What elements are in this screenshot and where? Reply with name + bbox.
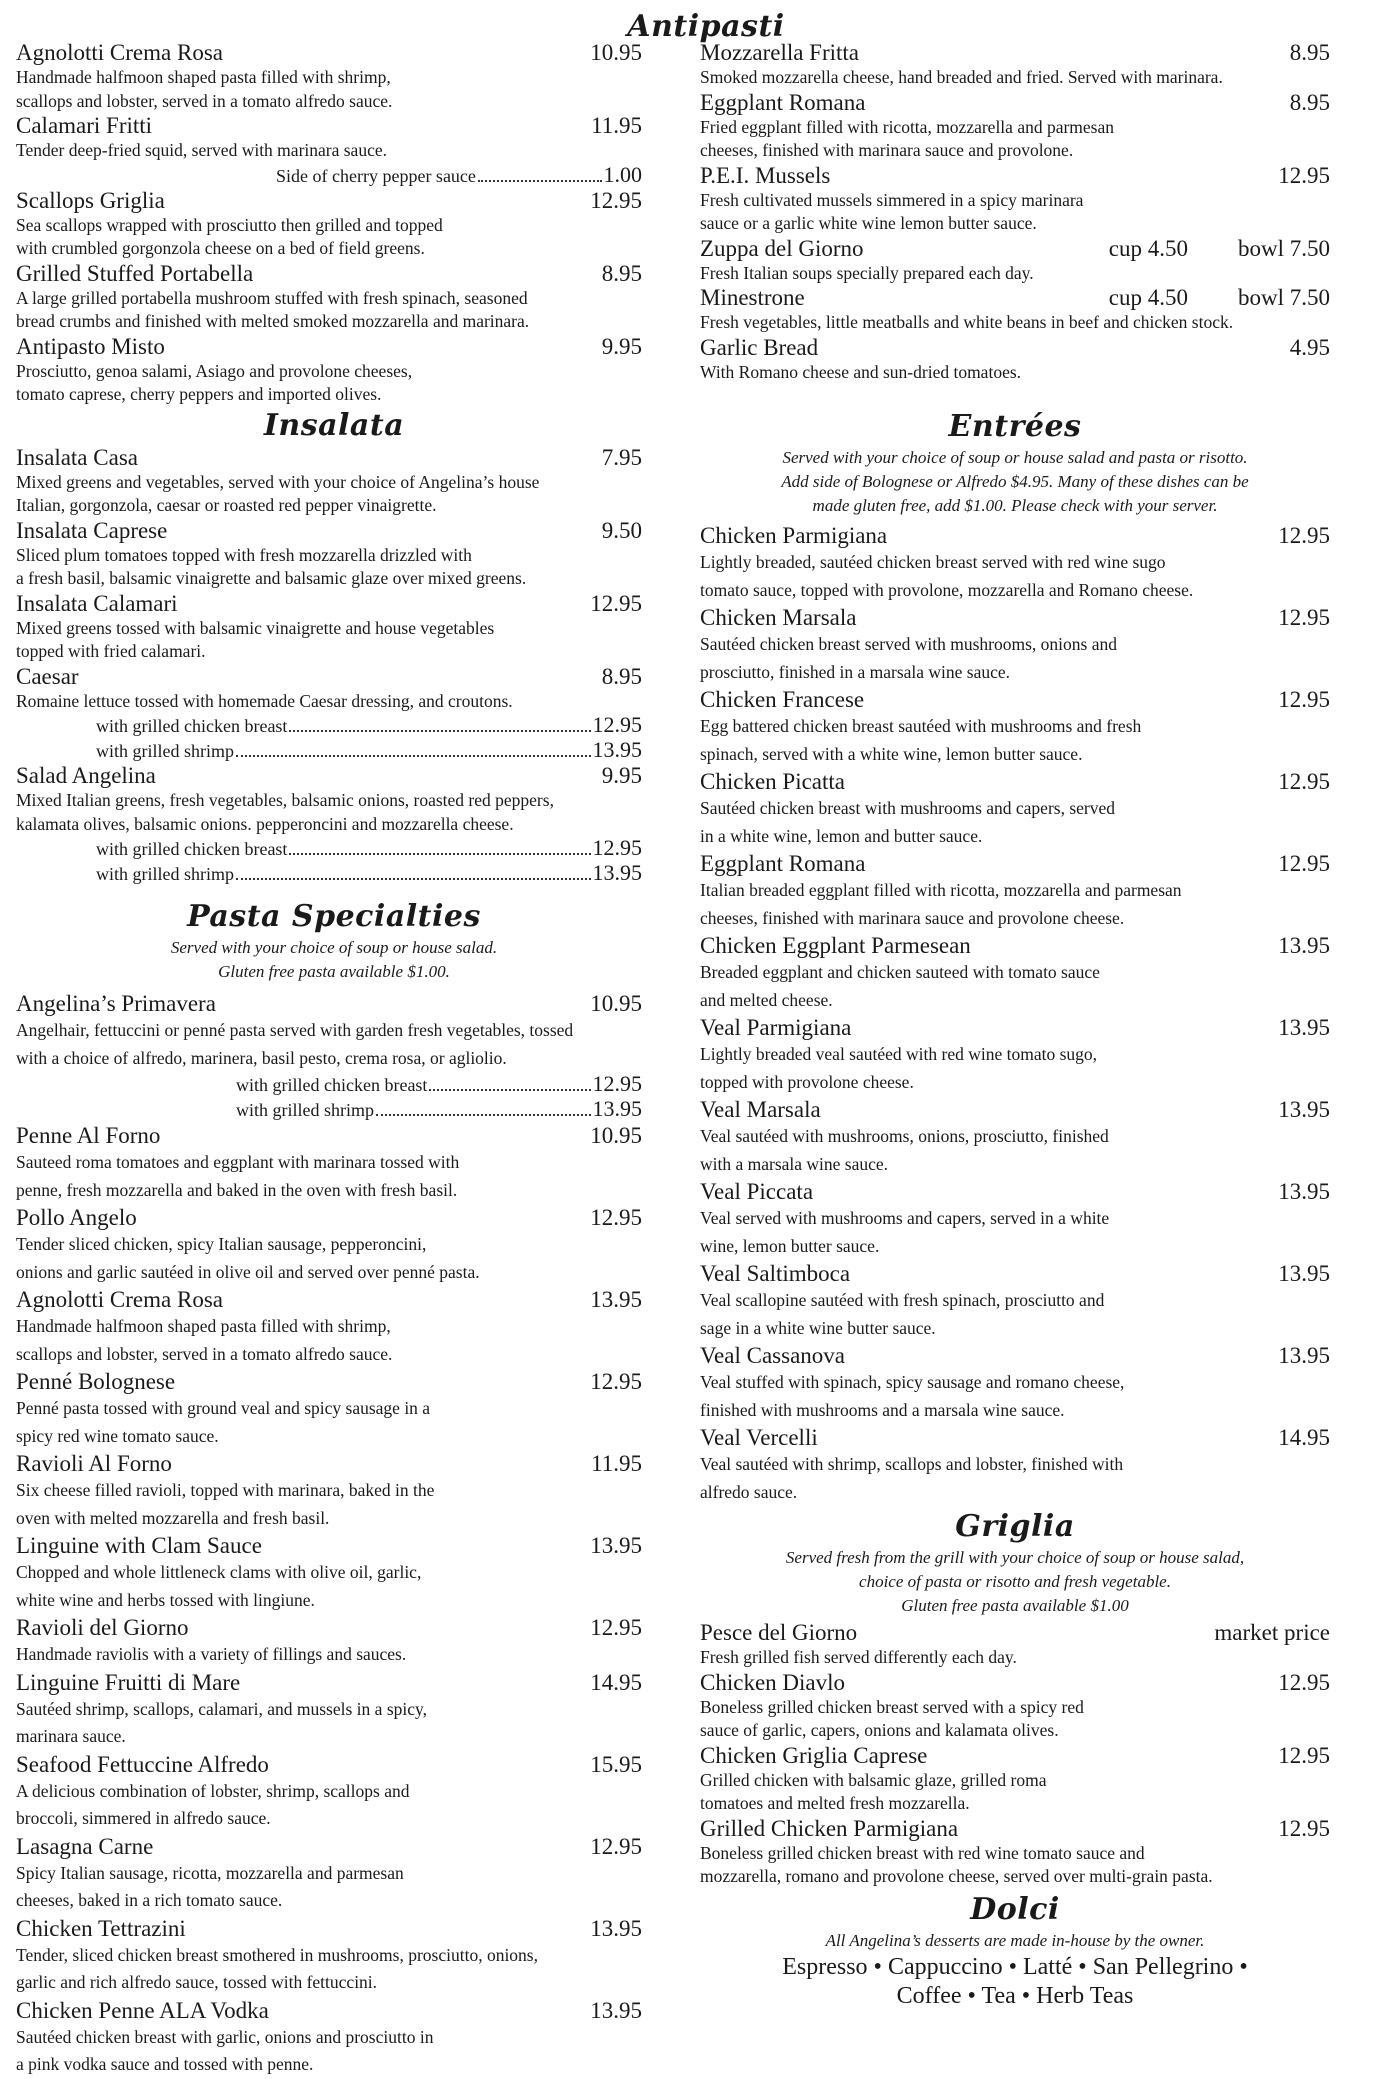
item-name: Chicken Penne ALA Vodka: [16, 1997, 269, 2023]
item-header: [16, 1286, 652, 1313]
item-name: Ravioli del Giorno: [16, 1615, 189, 1640]
item-name: Caesar: [16, 663, 79, 689]
item-name: Garlic Bread: [700, 334, 819, 360]
item-price: 12.95: [590, 1369, 642, 1394]
addon-label: with grilled shrimp: [96, 864, 234, 884]
item-name: Veal Marsala: [700, 1097, 821, 1122]
section-note-dolci: All Angelina’s desserts are made in-house by the owner.: [825, 1930, 1205, 1950]
item-price: 13.95: [1278, 933, 1330, 958]
item-name: Ravioli Al Forno: [16, 1451, 172, 1476]
leader-dots: [478, 180, 602, 182]
item-header: [700, 1743, 1330, 1769]
item-description: Fried eggplant filled with ricotta, mozzarella and parmesan cheeses, finished with marinara sauce and provolone.: [700, 116, 1115, 160]
item-price: 12.95: [590, 590, 642, 616]
menu-item: [16, 1204, 652, 1286]
item-price: 13.95: [590, 1997, 642, 2023]
item-name: Antipasto Misto: [16, 333, 165, 359]
item-header: [16, 664, 652, 690]
addon-price: 12.95: [592, 1071, 642, 1096]
menu-item: [700, 1178, 1330, 1260]
item-price: 13.95: [1278, 1343, 1330, 1368]
section-note-entrees: Served with your choice of soup or house salad and pasta or risotto. Add side of Bolognese or Alfredo $4.95. Many of these dishes can be made gluten free, add $1.00. Please check with your server.: [781, 448, 1249, 515]
menu-item: [16, 1915, 652, 1997]
item-price: 8.95: [1289, 40, 1330, 65]
item-header: [16, 188, 652, 214]
item-header: [16, 990, 652, 1017]
drinks-line: Coffee • Tea • Herb Teas: [896, 1982, 1134, 2009]
item-name: Angelina’s Primavera: [16, 991, 216, 1016]
item-price: 13.95: [590, 1915, 642, 1941]
item-name: Scallops Griglia: [16, 187, 165, 213]
addon-row: [16, 163, 652, 188]
item-price: 12.95: [1278, 523, 1330, 548]
addon-label: with grilled shrimp: [96, 741, 234, 761]
addon-row: [16, 713, 652, 738]
item-price: 14.95: [1278, 1425, 1330, 1450]
menu-item: [700, 1260, 1330, 1342]
item-name: Veal Piccata: [700, 1179, 814, 1204]
item-name: Penne Al Forno: [16, 1123, 161, 1148]
item-header: [16, 445, 652, 471]
item-header: [700, 335, 1330, 361]
section-note-pasta: Served with your choice of soup or house salad. Gluten free pasta available $1.00.: [170, 938, 498, 981]
item-price: 8.95: [601, 663, 642, 689]
item-description: Fresh Italian soups specially prepared each day.: [700, 262, 1034, 283]
menu-item: [16, 1368, 652, 1450]
menu-item: [16, 188, 652, 261]
addon-label: Side of cherry pepper sauce: [276, 165, 476, 186]
item-header: [16, 1204, 652, 1231]
item-header: [700, 285, 1330, 311]
entrees-list: [700, 522, 1330, 1506]
menu-item: [16, 518, 652, 591]
section-title-pasta: Pasta Specialties: [187, 899, 481, 934]
item-name: Veal Saltimboca: [700, 1261, 851, 1286]
item-price: 11.95: [591, 1451, 642, 1476]
leader-dots: [289, 730, 590, 732]
item-header: [700, 40, 1330, 66]
item-name: Minestrone: [700, 285, 805, 310]
item-price: 13.95: [1278, 1097, 1330, 1122]
item-description: Chopped and whole littleneck clams with olive oil, garlic, white wine and herbs tossed with lingiune.: [16, 1562, 422, 1610]
item-description: Lightly breaded veal sautéed with red wine tomato sugo, topped with provolone cheese.: [700, 1044, 1098, 1092]
item-description: Smoked mozzarella cheese, hand breaded and fried. Served with marinara.: [700, 67, 1223, 87]
item-description: Sautéed chicken breast with garlic, onions and prosciutto in a pink vodka sauce and tossed with penne.: [16, 2026, 434, 2074]
menu-item: [700, 335, 1330, 385]
item-description: Fresh vegetables, little meatballs and white beans in beef and chicken stock.: [700, 312, 1234, 332]
item-name: Lasagna Carne: [16, 1833, 154, 1859]
item-name: Eggplant Romana: [700, 851, 866, 876]
item-header: [16, 1368, 652, 1395]
item-name: P.E.I. Mussels: [700, 162, 831, 188]
menu-item: [16, 261, 652, 334]
item-price: 13.95: [1278, 1261, 1330, 1286]
item-name: Mozzarella Fritta: [700, 40, 860, 65]
item-header: [16, 261, 652, 287]
item-price: 13.95: [590, 1287, 642, 1312]
item-name: Agnolotti Crema Rosa: [16, 1287, 223, 1312]
item-price: 12.95: [590, 187, 642, 213]
menu-item: [700, 768, 1330, 850]
item-header: [700, 1620, 1330, 1646]
item-description: Spicy Italian sausage, ricotta, mozzarella and parmesan cheeses, baked in a rich tomato sauce.: [16, 1862, 404, 1910]
item-price: 12.95: [1278, 1815, 1330, 1841]
item-description: Veal sautéed with mushrooms, onions, prosciutto, finished with a marsala wine sauce.: [700, 1126, 1109, 1174]
menu-item: [16, 1286, 652, 1368]
item-price: 12.95: [1278, 1669, 1330, 1695]
item-header: [16, 1669, 652, 1696]
addon-price: 12.95: [592, 712, 642, 737]
menu-item: [700, 604, 1330, 686]
item-price: 10.95: [590, 991, 642, 1016]
menu-item: [16, 1450, 652, 1532]
menu-item: [16, 763, 652, 886]
item-description: Mixed Italian greens, fresh vegetables, balsamic onions, roasted red peppers, kalamata olives, balsamic onions. pepperoncini and mozzarella cheese.: [16, 790, 554, 834]
menu-item: [700, 1816, 1330, 1889]
soup-prices: [1109, 285, 1330, 311]
item-price: 7.95: [601, 444, 642, 470]
item-name: Chicken Diavlo: [700, 1669, 845, 1695]
addon-row: [16, 836, 652, 861]
item-price: 8.95: [601, 260, 642, 286]
item-header: [700, 932, 1330, 959]
item-price: 12.95: [1278, 687, 1330, 712]
leader-dots: [236, 878, 591, 880]
addon-price: 13.95: [592, 860, 642, 885]
addon-price: 1.00: [603, 161, 642, 187]
soup-prices: [1109, 236, 1330, 262]
item-description: Sautéed chicken breast served with mushrooms, onions and prosciutto, finished in a marsala wine sauce.: [700, 634, 1117, 682]
item-description: Sauteed roma tomatoes and eggplant with marinara tossed with penne, fresh mozzarella and baked in the oven with fresh basil.: [16, 1152, 460, 1200]
menu-item: [700, 1670, 1330, 1743]
item-price: 12.95: [1278, 162, 1330, 188]
item-description: Prosciutto, genoa salami, Asiago and provolone cheeses, tomato caprese, cherry peppers and imported olives.: [16, 360, 413, 404]
addon-label: with grilled chicken breast: [96, 716, 288, 736]
item-header: [16, 1833, 652, 1860]
item-header: [16, 591, 652, 617]
item-header: [16, 518, 652, 544]
menu-item: [700, 1620, 1330, 1670]
item-price: 15.95: [590, 1751, 642, 1777]
menu-item: [16, 1669, 652, 1751]
item-header: [700, 1342, 1330, 1369]
addon-row: [16, 1097, 652, 1122]
section-title-insalata: Insalata: [263, 407, 405, 443]
griglia-list: [700, 1620, 1330, 1889]
item-name: Agnolotti Crema Rosa: [16, 40, 223, 65]
item-price: 9.95: [601, 763, 642, 788]
menu-item: [700, 1096, 1330, 1178]
menu-item: [16, 591, 652, 664]
addon-price: 12.95: [592, 835, 642, 860]
item-name: Veal Cassanova: [700, 1343, 845, 1368]
item-name: Veal Parmigiana: [700, 1015, 852, 1040]
item-price: 13.95: [1278, 1179, 1330, 1204]
item-description: Fresh cultivated mussels simmered in a spicy marinara sauce or a garlic white wine lemon butter sauce.: [700, 189, 1084, 233]
cup-price: cup 4.50: [1108, 285, 1188, 310]
item-name: Chicken Marsala: [700, 605, 857, 630]
item-name: Grilled Chicken Parmigiana: [700, 1815, 959, 1841]
item-name: Seafood Fettuccine Alfredo: [16, 1751, 269, 1777]
leader-dots: [236, 755, 591, 757]
menu-item: [700, 686, 1330, 768]
item-price: 12.95: [590, 1833, 642, 1859]
section-note-griglia: Served fresh from the grill with your choice of soup or house salad, choice of pasta or risotto and fresh vegetable. Gluten free pasta available $1.00: [785, 1548, 1245, 1615]
addon-price: 13.95: [592, 737, 642, 762]
item-header: [16, 1997, 652, 2024]
item-description: Angelhair, fettuccini or penné pasta served with garden fresh vegetables, tossed with a choice of alfredo, marinera, basil pesto, crema rosa, or agliolio.: [16, 1020, 574, 1068]
item-header: [16, 334, 652, 360]
addon-row: [16, 1072, 652, 1097]
item-price: 14.95: [590, 1669, 642, 1695]
item-header: [700, 604, 1330, 631]
item-price: 8.95: [1289, 89, 1330, 115]
item-header: [16, 1450, 652, 1477]
item-price: 12.95: [1278, 1742, 1330, 1768]
menu-item: [16, 1833, 652, 1915]
item-description: Lightly breaded, sautéed chicken breast served with red wine sugo tomato sauce, topped with provolone, mozzarella and Romano cheese.: [700, 552, 1194, 600]
item-description: Tender deep-fried squid, served with marinara sauce.: [16, 140, 387, 160]
item-price: 13.95: [590, 1533, 642, 1558]
item-name: Insalata Caprese: [16, 517, 168, 543]
item-header: [700, 1014, 1330, 1041]
item-description: Penné pasta tossed with ground veal and spicy sausage in a spicy red wine tomato sauce.: [16, 1398, 431, 1446]
item-name: Zuppa del Giorno: [700, 235, 864, 261]
item-header: [700, 1178, 1330, 1205]
menu-item: [16, 40, 652, 113]
item-name: Chicken Picatta: [700, 769, 845, 794]
item-header: [16, 1751, 652, 1778]
item-name: Insalata Calamari: [16, 590, 178, 616]
item-price: 9.95: [601, 333, 642, 359]
item-description: Boneless grilled chicken breast with red wine tomato sauce and mozzarella, romano and provolone cheese, served over multi-grain pasta.: [700, 1842, 1213, 1886]
item-description: Boneless grilled chicken breast served with a spicy red sauce of garlic, capers, onions and kalamata olives.: [700, 1696, 1084, 1740]
menu-item: [16, 1997, 652, 2079]
item-description: A delicious combination of lobster, shrimp, scallops and broccoli, simmered in alfredo sauce.: [16, 1780, 410, 1828]
item-header: [700, 1260, 1330, 1287]
section-title-entrees: Entrées: [948, 409, 1082, 444]
section-title-dolci: Dolci: [970, 1891, 1060, 1927]
item-description: Handmade halfmoon shaped pasta filled with shrimp, scallops and lobster, served in a tomato alfredo sauce.: [16, 1316, 393, 1364]
item-description: Sea scallops wrapped with prosciutto then grilled and topped with crumbled gorgonzola cheese on a bed of field greens.: [16, 214, 443, 258]
menu-item: [700, 1014, 1330, 1096]
item-name: Pollo Angelo: [16, 1205, 137, 1230]
item-header: [700, 1096, 1330, 1123]
item-price: 10.95: [590, 1123, 642, 1148]
item-header: [700, 1424, 1330, 1451]
item-name: Calamari Fritti: [16, 113, 153, 138]
item-price: 12.95: [1278, 851, 1330, 876]
addon-row: [16, 861, 652, 886]
item-description: Fresh grilled fish served differently each day.: [700, 1647, 1017, 1667]
item-header: [16, 1614, 652, 1641]
menu-item: [16, 1122, 652, 1204]
addon-label: with grilled chicken breast: [96, 839, 288, 859]
menu-item: [700, 1424, 1330, 1506]
item-description: Egg battered chicken breast sautéed with mushrooms and fresh spinach, served with a white wine, lemon butter sauce.: [700, 716, 1142, 764]
item-price: market price: [1214, 1620, 1330, 1645]
item-price: 12.95: [1278, 605, 1330, 630]
item-description: Handmade raviolis with a variety of fillings and sauces.: [16, 1644, 407, 1664]
leader-dots: [376, 1114, 591, 1116]
item-header: [700, 163, 1330, 189]
item-price: 12.95: [590, 1205, 642, 1230]
item-header: [700, 686, 1330, 713]
item-price: 12.95: [1278, 769, 1330, 794]
addon-price: 13.95: [592, 1096, 642, 1121]
item-name: Eggplant Romana: [700, 89, 866, 115]
menu-item: [16, 1614, 652, 1669]
section-title-antipasti: Antipasti: [627, 9, 785, 44]
cup-price: cup 4.50: [1108, 235, 1188, 261]
item-description: Veal served with mushrooms and capers, served in a white wine, lemon butter sauce.: [700, 1208, 1110, 1256]
item-name: Penné Bolognese: [16, 1369, 176, 1394]
menu-item: [700, 285, 1330, 335]
item-header: [16, 763, 652, 789]
item-name: Grilled Stuffed Portabella: [16, 260, 254, 286]
item-header: [700, 236, 1330, 262]
item-description: Sautéed chicken breast with mushrooms and capers, served in a white wine, lemon and butter sauce.: [700, 798, 1116, 846]
item-header: [700, 1670, 1330, 1696]
menu-item: [700, 850, 1330, 932]
item-price: 13.95: [1278, 1015, 1330, 1040]
item-price: 4.95: [1289, 334, 1330, 360]
menu-item: [700, 236, 1330, 286]
item-description: A large grilled portabella mushroom stuffed with fresh spinach, seasoned bread crumbs and finished with melted smoked mozzarella and marinara.: [16, 287, 530, 331]
item-description: Veal sautéed with shrimp, scallops and lobster, finished with alfredo sauce.: [700, 1454, 1124, 1502]
menu-item: [700, 40, 1330, 90]
antipasti-right-list: [700, 0, 1330, 384]
item-name: Insalata Casa: [16, 444, 138, 470]
item-description: Sliced plum tomatoes topped with fresh mozzarella drizzled with a fresh basil, balsamic vinaigrette and balsamic glaze over mixed greens.: [16, 544, 527, 588]
item-description: Grilled chicken with balsamic glaze, grilled roma tomatoes and melted fresh mozzarella.: [700, 1769, 1047, 1813]
item-header: [700, 1816, 1330, 1842]
item-price: 10.95: [590, 40, 642, 65]
antipasti-left-list: [16, 0, 652, 407]
item-header: [700, 90, 1330, 116]
item-header: [16, 1915, 652, 1942]
item-name: Veal Vercelli: [700, 1425, 818, 1450]
menu-item: [16, 1532, 652, 1614]
item-name: Linguine Fruitti di Mare: [16, 1669, 241, 1695]
menu-item: [700, 90, 1330, 163]
menu-item: [700, 163, 1330, 236]
item-header: [16, 1122, 652, 1149]
leader-dots: [289, 853, 590, 855]
item-description: Veal stuffed with spinach, spicy sausage and romano cheese, finished with mushrooms and a marsala wine sauce.: [700, 1372, 1125, 1420]
menu-item: [700, 1342, 1330, 1424]
item-description: Tender, sliced chicken breast smothered in mushrooms, prosciutto, onions, garlic and rich alfredo sauce, tossed with fettuccini.: [16, 1944, 538, 1992]
item-header: [16, 113, 652, 139]
addon-label: with grilled shrimp: [236, 1100, 374, 1120]
menu-item: [700, 932, 1330, 1014]
menu-item: [16, 445, 652, 518]
item-header: [16, 40, 652, 66]
bowl-price: bowl 7.50: [1238, 235, 1330, 261]
item-price: 12.95: [590, 1615, 642, 1640]
item-name: Chicken Francese: [700, 687, 865, 712]
item-description: Six cheese filled ravioli, topped with marinara, baked in the oven with melted mozzarella and fresh basil.: [16, 1480, 435, 1528]
item-description: Breaded eggplant and chicken sauteed with tomato sauce and melted cheese.: [700, 962, 1100, 1010]
item-description: Mixed greens tossed with balsamic vinaigrette and house vegetables topped with fried calamari.: [16, 617, 495, 661]
item-header: [700, 768, 1330, 795]
item-name: Chicken Eggplant Parmesean: [700, 933, 971, 958]
item-price: 9.50: [601, 517, 642, 543]
menu-item: [16, 334, 652, 407]
item-name: Pesce del Giorno: [700, 1620, 858, 1645]
item-description: Veal scallopine sautéed with fresh spinach, prosciutto and sage in a white wine butter sauce.: [700, 1290, 1105, 1338]
menu-item: [16, 113, 652, 188]
item-name: Chicken Griglia Caprese: [700, 1742, 928, 1768]
section-title-griglia: Griglia: [955, 1509, 1075, 1544]
drinks-line: Espresso • Cappuccino • Latté • San Pellegrino •: [782, 1953, 1248, 1980]
item-name: Chicken Tettrazini: [16, 1915, 186, 1941]
item-description: Romaine lettuce tossed with homemade Caesar dressing, and croutons.: [16, 690, 513, 711]
right-column: [700, 0, 1330, 2011]
leader-dots: [429, 1089, 590, 1091]
item-header: [700, 850, 1330, 877]
item-description: With Romano cheese and sun-dried tomatoes.: [700, 361, 1022, 382]
menu-item: [16, 1751, 652, 1833]
menu-item: [16, 664, 652, 764]
menu-item: [16, 990, 652, 1122]
item-header: [700, 522, 1330, 549]
item-header: [16, 1532, 652, 1559]
addon-row: [16, 738, 652, 763]
item-name: Salad Angelina: [16, 763, 156, 788]
menu-item: [700, 1743, 1330, 1816]
pasta-list: [16, 990, 652, 2079]
item-description: Tender sliced chicken, spicy Italian sausage, pepperoncini, onions and garlic sautéed in olive oil and served over penné pasta.: [16, 1234, 480, 1282]
menu-item: [700, 522, 1330, 604]
item-name: Linguine with Clam Sauce: [16, 1533, 262, 1558]
item-description: Handmade halfmoon shaped pasta filled with shrimp, scallops and lobster, served in a tomato alfredo sauce.: [16, 67, 393, 111]
item-description: Mixed greens and vegetables, served with your choice of Angelina’s house Italian, gorgonzola, caesar or roasted red pepper vinaigrette.: [16, 471, 540, 515]
item-description: Sautéed shrimp, scallops, calamari, and mussels in a spicy, marinara sauce.: [16, 1698, 427, 1746]
addon-label: with grilled chicken breast: [236, 1075, 428, 1095]
item-price: 11.95: [591, 113, 642, 138]
bowl-price: bowl 7.50: [1238, 285, 1330, 310]
item-name: Chicken Parmigiana: [700, 523, 888, 548]
item-description: Italian breaded eggplant filled with ricotta, mozzarella and parmesan cheeses, finished with marinara sauce and provolone cheese.: [700, 880, 1182, 928]
